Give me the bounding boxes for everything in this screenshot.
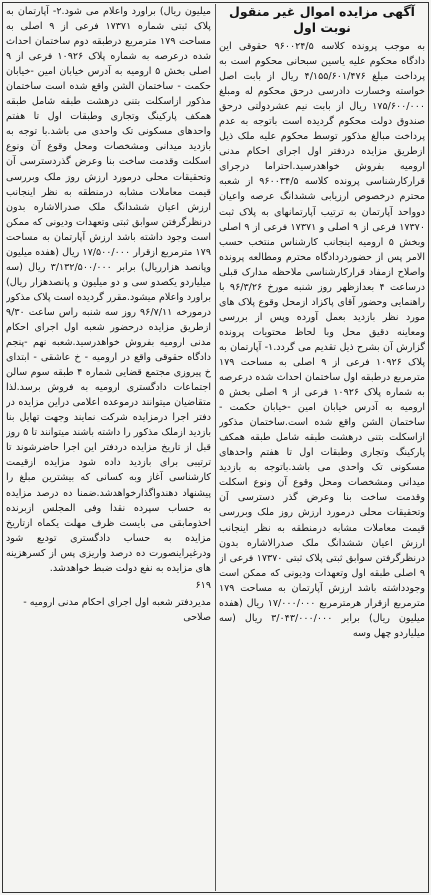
left-column <box>6 4 211 890</box>
right-column-text: به موجب پرونده کلاسه ۹۶۰۰۲۴/۵ حقوقی این دادگاه محکوم علیه یاسین سبحانی محکوم است به پرداخت مبلغ ۴/۱۵۵/۶۰۱/۴۷۶ ریال از بابت اصل خواسته وخسارت دادرسی درحق محکوم له ومبلغ ۱۷۵/۶۰۰/۰۰۰ ریال از بابت نیم عشردولتی درحق صندوق دولت محکوم گردیده است باتوجه به عدم پرداخت مبالغ مذکور توسط محکوم علیه ملک ذیل ازطریق مزایده دردفتر اول اجرای احکام مدنی ارومیه بفروش خواهدرسید.احتراما درجرای قرارکارشناسی پرونده کلاسه ۹۶۰۰۳۴/۵ از شعبه محترم درخصوص ارزیابی ششدانگ عرصه واعیان دوواحد آپارتمان به ترتیب آپارتمانهای به پلاک ثبت ۱۷۳۷۰ فرعی از ۹ اصلی و ۱۷۳۷۱ فرعی از ۹ اصلی وبخش ۵ ارومیه اینجانب کارشناس منتخب حسب الامر پس از حضوردردادگاه محترم ومطالعه پرونده واصلاح ازمفاد قرارکارشناسی ملاحظه مدارک قبلی درساعت ۴ بعدازظهر روز شنبه مورخ ۹۶/۳/۲۶ با راهنمایی وحضور آقای پاکزاد ازمحل وقوع پلاک های مورد نظر بازدید بعمل آورده وپس از بررسی ومعاینه دقیق محل وبا لحاظ محتویات پرونده گزارش آن بشرح ذیل تقدیم می گردد.۱- آپارتمان به پلاک ۱۰۹۲۶ فرعی از ۹ اصلی به مساحت ۱۷۹ مترمربع درطبقه اول ساختمان احداث شده درعرصه به شماره پلاک ۱۰۹۲۶ فرعی از ۹ اصلی بخش ۵ ارومیه به آدرس خیابان امین -خیابان حکمت - ساختمان الشن واقع شده است.ساختمان مذکور ازاسکلت بتنی درهشت طبقه شامل طبقه همکف پارکینگ وتجاری وطبقات اول تا هفتم واحدهای مسکونی تک واحدی می باشد.باتوجه به بازدید میدانی ومشخصات ومحل وقوع آن ونوع اسکلت وقدمت ساخت بنا وعرض گذر دسترسی آن وتحقیقات محلی درمورد ارزش روز ملک وبررسی قیمت معاملات مشابه درمنطقه به نظر اینجانب ارزش اعیان ششدانگ ملک صدرالاشاره بدون درنظرگرفتن سوابق ثبتی پلاک ثبتی ۱۷۳۷۰ فرعی از ۹ اصلی طبقه اول وتعهدات ودیونی که ممکن است وجودداشته باشد ارزش آپارتمان به مساحت ۱۷۹ مترمربع ازقرار هرمترمربع ۱۷/۰۰۰/۰۰۰ ریال (هفده میلیون ریال) برابر ۳/۰۴۳/۰۰۰/۰۰۰ ریال (سه میلیاردو چهل وسه <box>219 41 425 639</box>
left-column-text: میلیون ریال) براورد واعلام می شود.۲- آپارتمان به پلاک ثبتی شماره ۱۷۳۷۱ فرعی از ۹ اصلی به مساحت ۱۷۹ مترمربع درطبقه دوم ساختمان احداث شده درعرصه به شماره پلاک ۱۰۹۲۶ فرعی از ۹ اصلی بخش ۵ ارومیه به آدرس خیابان امین -خیابان حکمت - ساختمان الشن واقع شده است ساختمان مذکور ازاسکلت بتنی درهشت طبقه شامل طبقه همکف پارکینگ وتجاری وطبقات اول تا هفتم واحدهای مسکونی تک واحدی می باشد.با توجه به بازدید میدانی ومشخصات ومحل وقوع آن ونوع اسکلت وقدمت ساخت بنا وعرض گذردسترسی آن وتحقیقات محلی درمورد ارزش روز ملک وبررسی قیمت معاملات مشابه درمنطقه به نظر اینجانب ارزش اعیان ششدانگ ملک صدرالاشاره بدون درنظرگرفتن سوابق ثبتی وتعهدات ودیونی که ممکن است وجود داشته باشد ارزش آپارتمان به مساحت ۱۷۹ مترمربع ازقرار ۱۷/۵۰۰/۰۰۰ ریال (هفده میلیون وپانصد هزارریال) برابر ۳/۱۳۲/۵۰۰/۰۰۰ ریال (سه میلیاردو یکصدو سی و دو میلیون و پانصدهزار ریال) براورد واعلام میشود.مقرر گردیده است پلاک مذکور درمورخه ۹۶/۷/۱۱ روز سه شنبه راس ساعت ۹/۳۰ ازطریق مزایده درحضور شعبه اول اجرای احکام مدنی ارومیه بفروش خواهدرسید.شعبه نهم -پنجم دادگاه حقوقی واقع در ارومیه - خ عاشقی - ابتدای خ پیروزی مجتمع قضایی شماره ۴ طبقه سوم سالن اجتماعات دادگستری ارومیه به فروش برسد.لذا متقاضیان میتوانند درموعده اعلامی دراین مزایده در دفتر اجرا درمزایده شرکت نمایند وجهت تهایل بنا بازدید ازملک مذکور را داشته باشند میتوانند تا ۵ روز قبل از تاریخ مزایده دردفتر این اجرا حاضرشوند تا ترتیبی برای بازدید داده شود مزایده ازقیمت کارشناسی آغاز وبه کسانی که بیشترین مبلغ را پیشنهاد دهندواگذارخواهدشد.ضمنا ده درصد مزایده به حساب سپرده نقدا وفی المجلس ازبرنده اخذومابقی می بایست ظرف مهلت یکماه ازتاریخ مزایده به حساب دادگستری تودیع شود ودرغیراینصورت ده درصد واریزی پس از کسرهزینه های مزایده به نفع دولت ضبط خواهدشد. <box>6 6 211 574</box>
column-divider <box>215 4 216 891</box>
reference-number: ۶۱۹ <box>195 579 211 591</box>
notice-title: آگهی مزایده اموال غیر منقول نوبت اول <box>229 4 415 35</box>
signature-footer: مدیردفتر شعبه اول اجرای احکام مدنی ارومیه - صلاحی <box>23 596 211 623</box>
right-column <box>219 4 425 890</box>
